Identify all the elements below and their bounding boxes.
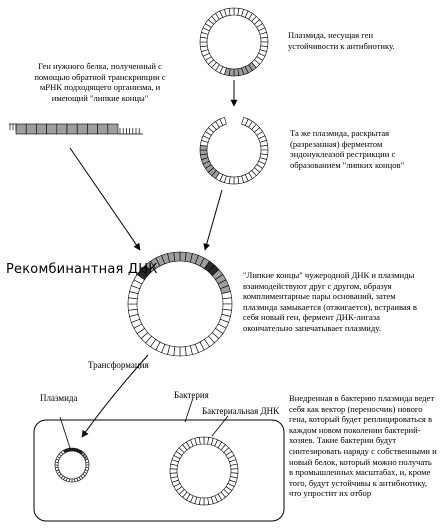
cut-plasmid: [200, 117, 268, 184]
bottom-description: Внедренная в бактерию плазмида ведет себя как вектор (переносчик) нового гена, который будет реплицироваться в каждом новом поколении бактерий-хозяев. Такие бактерии будут синтезировать наряду с собственными и новый белок, который можно получать в промышленных масштабах, и, кроме того, будут устойчивы к антибиотику, что упростит их отбор: [289, 393, 437, 499]
gene-segment: [98, 124, 108, 134]
bacterial-dna-label: Бактериальная ДНК: [202, 406, 280, 416]
arrow-gene-to-recombinant: [70, 148, 140, 250]
recombinant-segment: [223, 298, 232, 304]
cut-plasmid-description: Та же плазмида, раскрытая (разрезанная) ферментом эндонуклеазой рестрикции с образованием "липких концов": [290, 128, 405, 170]
bacterium-label: Бактерия: [174, 390, 209, 400]
gene-segment: [77, 124, 87, 134]
bacterial-dna-segment: [199, 437, 204, 444]
recombinant-dna-title: Рекомбинантная ДНК: [6, 262, 158, 277]
small-plasmid-segment: [55, 465, 58, 468]
plasmid-with-resistance-gene: [200, 8, 268, 76]
bacterium-body: [34, 420, 284, 521]
gene-segment: [36, 124, 46, 134]
pointer-bacterium: [185, 398, 193, 422]
small-plasmid-segment: [72, 479, 75, 482]
bacterial-dna-circle: [170, 437, 238, 505]
cut-plasmid-segment: [261, 145, 268, 150]
gene-segment: [57, 124, 67, 134]
pointer-plasmid: [60, 417, 70, 448]
transformation-label: Трансформация: [88, 360, 149, 370]
gene-description: Ген нужного белка, полученный с помощью обратной транскрипции с мРНК подходящего организма, и имеющий "липкие концы": [34, 61, 166, 103]
plasmid-resistance-label: Плазмида, несущая ген устойчивости к антибиотику.: [288, 30, 395, 51]
small-plasmid-segment: [69, 448, 72, 451]
cut-plasmid-segment: [234, 177, 239, 184]
pointer-bacterial-dna: [212, 416, 228, 436]
gene-segment: [108, 124, 118, 134]
plasmid-segment: [200, 42, 207, 47]
recombinant-segment: [174, 252, 180, 261]
foreign-gene-strip: [9, 124, 143, 134]
sticky-ends-description: "Липкие концы" чужеродной ДНК и плазмиды взаимодействуют друг с другом, образуя комплиментарные пары оснований, затем плазмида замыкается (отжигается), встраивая в себя новый ген, фермент ДНК-лигаза окончательно запечатывает плазмиду.: [243, 270, 417, 333]
plasmid-label: Плазмида: [40, 393, 78, 403]
bacterial-dna-segment: [204, 498, 209, 505]
recombinant-segment: [180, 347, 186, 356]
gene-segment: [16, 124, 26, 134]
gene-segment: [47, 124, 57, 134]
small-plasmid-segment: [86, 462, 89, 465]
gene-segment: [67, 124, 77, 134]
gene-segment: [87, 124, 97, 134]
plasmid-segment: [261, 37, 268, 42]
arrow-cut-to-recombinant: [205, 190, 222, 250]
plasmid-segment: [229, 8, 234, 15]
recombinant-segment: [128, 304, 137, 310]
cut-plasmid-segment: [200, 150, 207, 155]
gene-segment: [26, 124, 36, 134]
plasmid-in-bacterium: [55, 448, 89, 482]
plasmid-segment: [234, 69, 239, 76]
